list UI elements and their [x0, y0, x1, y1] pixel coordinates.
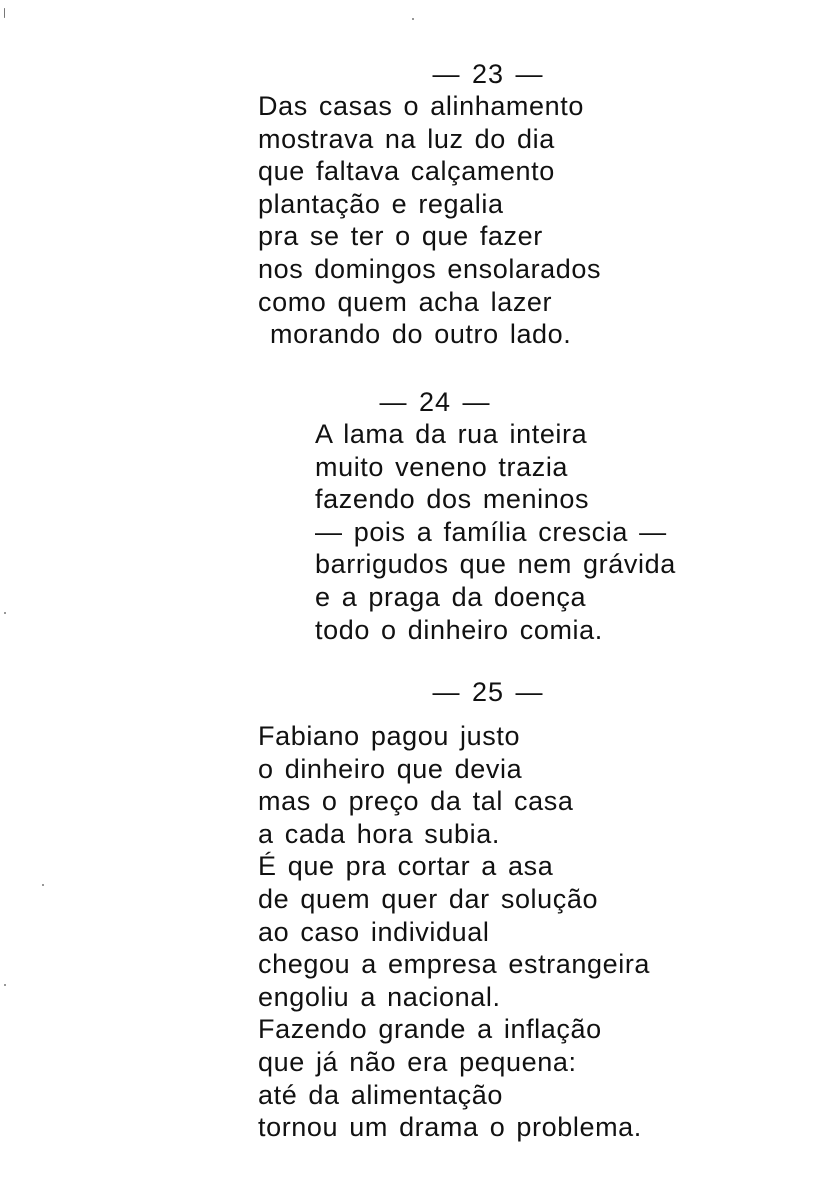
scan-speck	[412, 18, 414, 20]
stanza-25	[258, 676, 718, 1144]
verse-line: pra se ter o que fazer	[258, 221, 543, 252]
stanza-number: — 23 —	[432, 59, 544, 89]
stanza-24	[315, 386, 735, 646]
verse-line: o dinheiro que devia	[258, 753, 523, 784]
verse-line: barrigudos que nem grávida	[315, 549, 676, 580]
verse-line: que faltava calçamento	[258, 156, 555, 187]
verse-line: muito veneno trazia	[315, 451, 569, 482]
verse-line: mostrava na luz do dia	[258, 123, 555, 154]
verse-line: que já não era pequena:	[258, 1046, 577, 1077]
verse-line: chegou a empresa estrangeira	[258, 949, 651, 980]
verse-line: Fabiano pagou justo	[258, 721, 521, 751]
verse-line: fazendo dos meninos	[315, 484, 590, 515]
stanza-number: — 25 —	[432, 677, 544, 707]
verse-line: a cada hora subia.	[258, 818, 500, 849]
verse-line: e a praga da doença	[315, 581, 587, 612]
verse-line: A lama da rua inteira	[315, 419, 588, 449]
scan-speck	[4, 984, 6, 986]
scan-speck	[42, 884, 44, 886]
scan-speck	[4, 612, 6, 614]
verse-line: Fazendo grande a inflação	[258, 1014, 602, 1045]
verse-line: morando do outro lado.	[270, 319, 572, 350]
verse-line: engoliu a nacional.	[258, 981, 501, 1012]
stanza-23	[258, 58, 638, 351]
verse-line: mas o preço da tal casa	[258, 786, 574, 817]
stanza-number: — 24 —	[379, 387, 491, 417]
verse-line: até da alimentação	[258, 1079, 503, 1110]
verse-line: Das casas o alinhamento	[258, 91, 584, 121]
verse-line: É que pra cortar a asa	[258, 851, 554, 882]
verse-line: tornou um drama o problema.	[258, 1112, 642, 1143]
scan-speck	[4, 8, 5, 18]
verse-line: — pois a família crescia —	[315, 516, 667, 547]
verse-line: ao caso individual	[258, 916, 490, 947]
verse-line: de quem quer dar solução	[258, 883, 599, 914]
verse-line: todo o dinheiro comia.	[315, 614, 603, 645]
verse-line: como quem acha lazer	[258, 286, 553, 317]
verse-line: nos domingos ensolarados	[258, 253, 602, 284]
verse-line: plantação e regalia	[258, 188, 504, 219]
